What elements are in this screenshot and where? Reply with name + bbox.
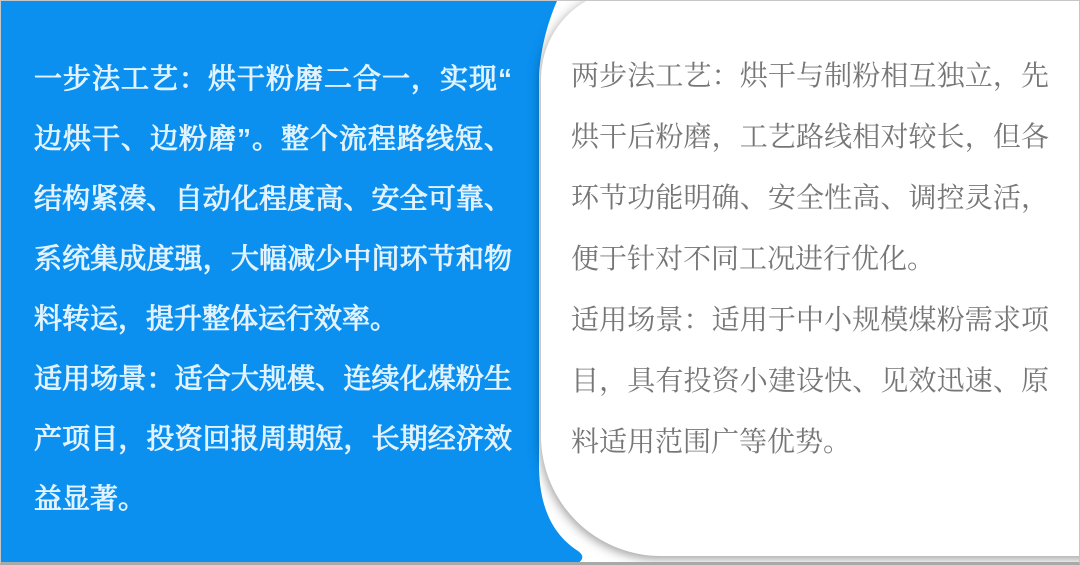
text-line: 益显著。 xyxy=(34,483,147,514)
text-line: 烘干后粉磨，工艺路线相对较长，但各 xyxy=(571,121,1049,152)
paragraph xyxy=(34,349,512,529)
text-line: 适用场景：适用于中小规模煤粉需求项 xyxy=(571,304,1049,335)
text-line: 目，具有投资小建设快、见效迅速、原 xyxy=(571,365,1049,396)
text-line: 边烘干、边粉磨”。整个流程路线短、 xyxy=(34,123,512,154)
text-line: 料转运，提升整体运行效率。 xyxy=(34,303,399,334)
right-panel-text xyxy=(571,45,1049,472)
paragraph xyxy=(571,289,1049,472)
text-line: 两步法工艺：烘干与制粉相互独立，先 xyxy=(571,60,1049,91)
text-line: 环节功能明确、安全性高、调控灵活， xyxy=(571,182,1049,213)
text-line: 适用场景：适合大规模、连续化煤粉生 xyxy=(34,363,512,394)
paragraph xyxy=(34,49,512,349)
left-panel-text xyxy=(34,49,512,529)
paragraph xyxy=(571,45,1049,289)
text-line: 系统集成度强，大幅减少中间环节和物 xyxy=(34,243,512,274)
text-line: 便于针对不同工况进行优化。 xyxy=(571,243,936,274)
text-line: 一步法工艺：烘干粉磨二合一，实现“ xyxy=(34,63,512,94)
text-line: 结构紧凑、自动化程度高、安全可靠、 xyxy=(34,183,512,214)
text-line: 产项目，投资回报周期短，长期经济效 xyxy=(34,423,512,454)
text-line: 料适用范围广等优势。 xyxy=(571,426,852,457)
